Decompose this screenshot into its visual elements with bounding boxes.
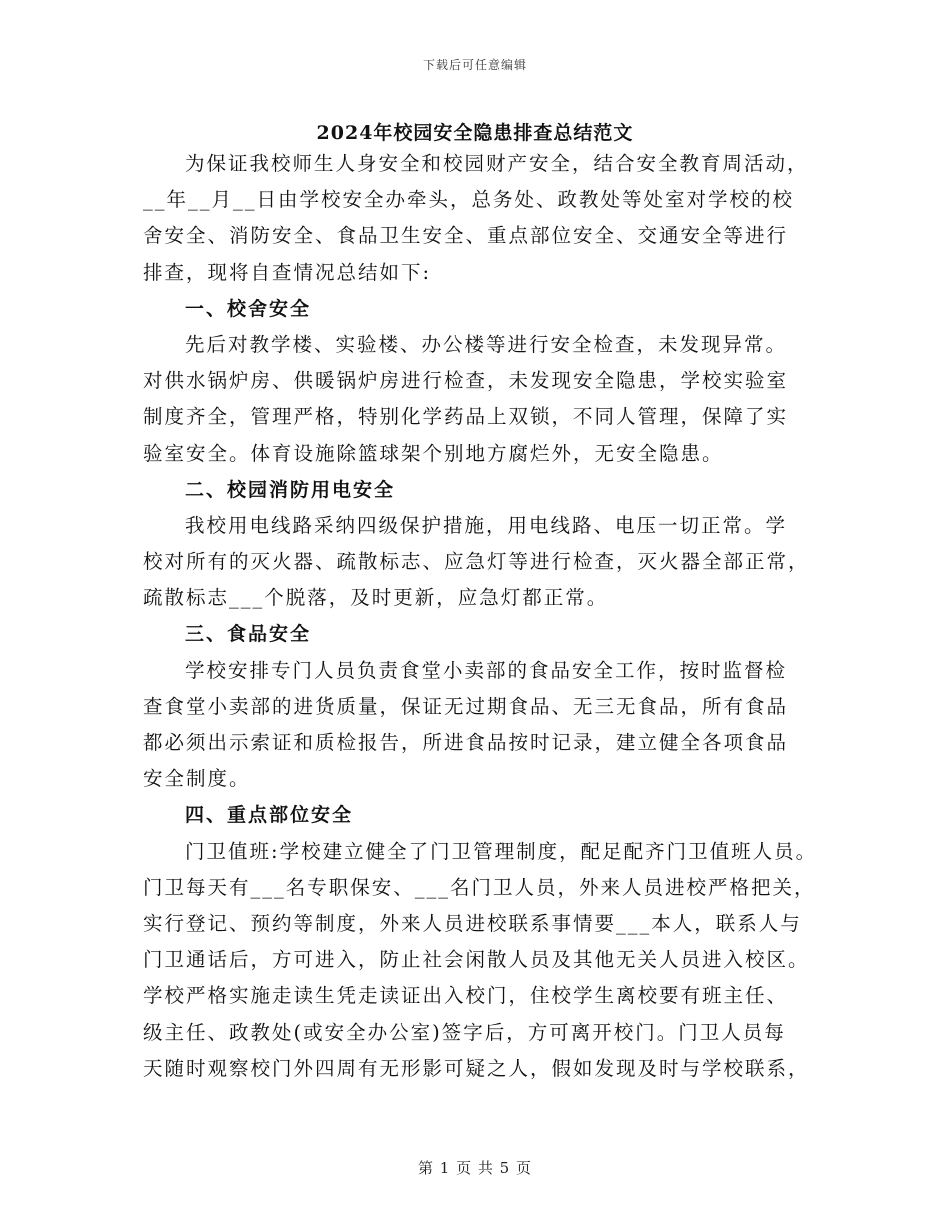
paragraph-line: 学校严格实施走读生凭走读证出入校门，住校学生离校要有班主任、	[143, 984, 789, 1008]
paragraph-line: 我校用电线路采纳四级保护措施，用电线路、电压一切正常。学	[185, 513, 788, 537]
paragraph-line: 舍安全、消防安全、食品卫生安全、重点部位安全、交通安全等进行	[143, 224, 789, 248]
paragraph-line: 门卫每天有___名专职保安、___名门卫人员，外来人员进校严格把关，	[143, 875, 816, 899]
paragraph-line: 天随时观察校门外四周有无形影可疑之人，假如发现及时与学校联系，	[143, 1056, 810, 1080]
paragraph-line: 实行登记、预约等制度，外来人员进校联系事情要___本人，联系人与	[143, 911, 802, 935]
paragraph-line: 验室安全。体育设施除篮球架个别地方腐烂外，无安全隐患。	[143, 441, 724, 465]
paragraph-line: 为保证我校师生人身安全和校园财产安全，结合安全教育周活动，	[185, 152, 809, 175]
paragraph-line: 门卫通话后，方可进入，防止社会闲散人员及其他无关人员进入校区。	[143, 948, 810, 972]
paragraph-line: 学校安排专门人员负责食堂小卖部的食品安全工作，按时监督检	[185, 658, 788, 682]
paragraph-line: 安全制度。	[143, 767, 251, 791]
paragraph-line: 疏散标志___个脱落，及时更新，应急灯都正常。	[143, 586, 609, 610]
section-heading: 四、重点部位安全	[185, 804, 354, 827]
paragraph-line: 校对所有的灭火器、疏散标志、应急灯等进行检查，灭火器全部正常，	[143, 550, 810, 574]
paragraph-line: 先后对教学楼、实验楼、办公楼等进行安全检查，未发现异常。	[185, 332, 788, 356]
paragraph-line: 都必须出示索证和质检报告，所进食品按时记录，建立健全各项食品	[143, 731, 789, 754]
paragraph-line: 查食堂小卖部的进货质量，保证无过期食品、无三无食品，所有食品	[143, 694, 789, 718]
section-heading: 三、食品安全	[185, 623, 312, 646]
section-heading: 一、校舍安全	[185, 297, 312, 320]
document-title: 2024年校园安全隐患排查总结范文	[316, 122, 634, 144]
section-heading: 二、校园消防用电安全	[185, 478, 396, 501]
paragraph-line: __年__月__日由学校安全办牵头，总务处、政教处等处室对学校的校	[143, 188, 795, 212]
document-body	[143, 146, 823, 1087]
page-footer: 第 1 页 共 5 页	[418, 1159, 532, 1177]
paragraph-line: 级主任、政教处(或安全办公室)签字后，方可离开校门。门卫人员每	[143, 1020, 786, 1044]
paragraph-line: 制度齐全，管理严格，特别化学药品上双锁，不同人管理，保障了实	[143, 405, 789, 429]
paragraph-line: 对供水锅炉房、供暖锅炉房进行检查，未发现安全隐患，学校实验室	[143, 369, 789, 393]
header-note: 下载后可任意编辑	[422, 58, 527, 72]
paragraph-line: 排查，现将自查情况总结如下:	[143, 260, 432, 284]
paragraph-line: 门卫值班:学校建立健全了门卫管理制度，配足配齐门卫值班人员。	[185, 839, 818, 863]
